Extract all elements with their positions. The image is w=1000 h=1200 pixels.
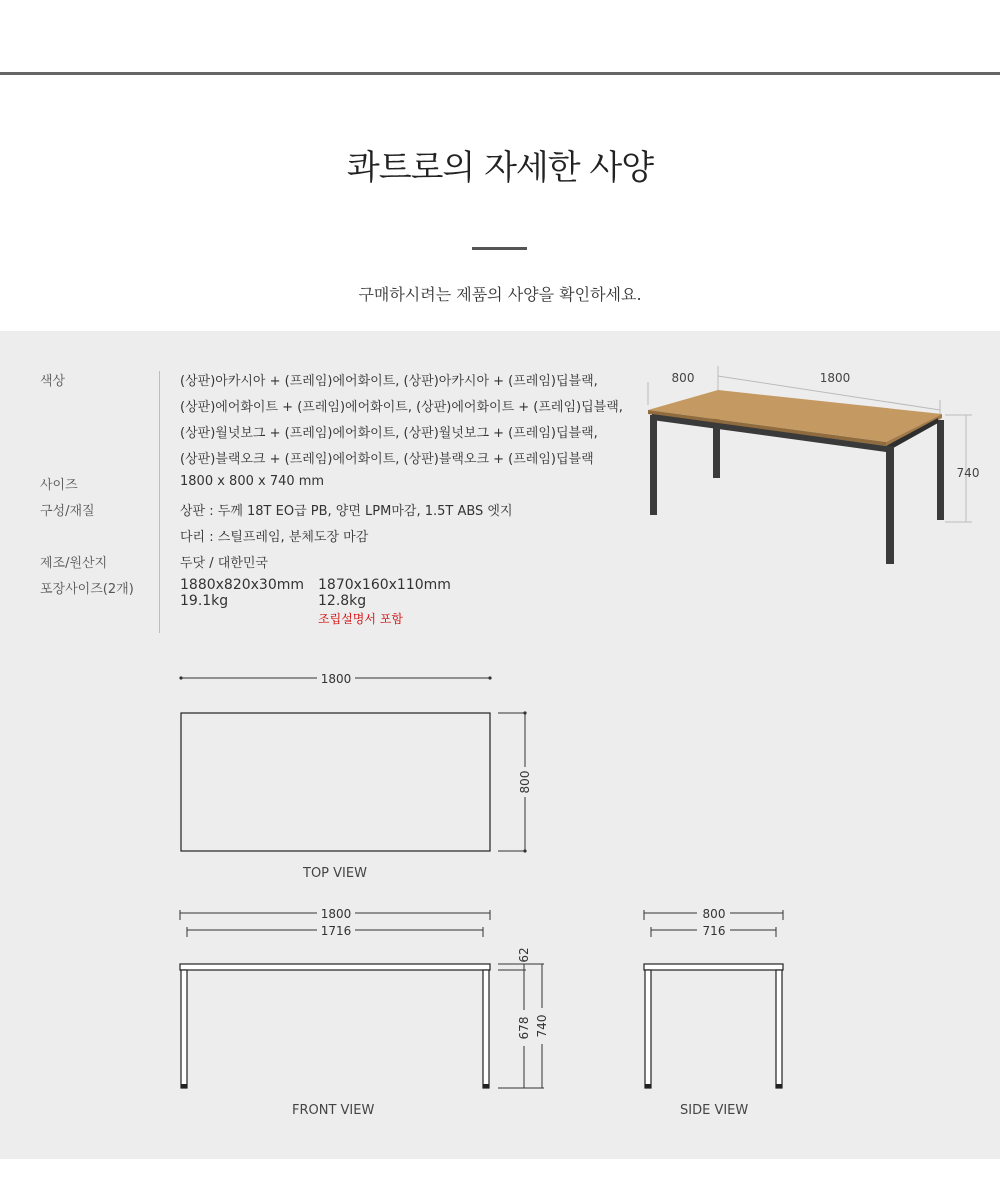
origin-value: 두닷 / 대한민국 xyxy=(180,556,268,571)
size-label: 사이즈 xyxy=(40,478,78,493)
package-box2-weight: 12.8kg xyxy=(318,593,367,609)
color-line-4: (상판)블랙오크 + (프레임)에어화이트, (상판)블랙오크 + (프레임)딥블랙 xyxy=(180,452,594,467)
front-view-apron-label: 62 xyxy=(517,947,531,963)
color-line-1: (상판)아카시아 + (프레임)에어화이트, (상판)아카시아 + (프레임)딥블랙, xyxy=(180,374,598,389)
title-underline xyxy=(472,247,527,250)
package-box1-weight: 19.1kg xyxy=(180,593,229,609)
color-line-2: (상판)에어화이트 + (프레임)에어화이트, (상판)에어화이트 + (프레임)딥블랙, xyxy=(180,400,623,415)
front-view-leg-label: 678 xyxy=(517,1016,531,1040)
material-line-2: 다리 : 스틸프레임, 분체도장 마감 xyxy=(180,530,369,545)
spec-divider xyxy=(159,371,160,633)
perspective-width-label: 1800 xyxy=(819,371,851,385)
perspective-depth-label: 800 xyxy=(671,371,695,385)
package-label: 포장사이즈(2개) xyxy=(40,582,134,597)
origin-label: 제조/원산지 xyxy=(40,556,108,571)
top-divider xyxy=(0,72,1000,75)
top-view-depth-label: 800 xyxy=(518,770,532,794)
size-value: 1800 x 800 x 740 mm xyxy=(180,474,325,489)
package-box2-dims: 1870x160x110mm xyxy=(318,577,451,593)
page-title: 콰트로의 자세한 사양 xyxy=(346,148,654,188)
front-view-height-label: 740 xyxy=(535,1014,549,1038)
side-view-label: SIDE VIEW xyxy=(680,1103,749,1118)
table-perspective-illustration xyxy=(640,360,1000,570)
page-subtitle: 구매하시려는 제품의 사양을 확인하세요. xyxy=(358,285,642,304)
front-view-label: FRONT VIEW xyxy=(292,1103,375,1118)
material-label: 구성/재질 xyxy=(40,504,95,519)
material-line-1: 상판 : 두께 18T EO급 PB, 양면 LPM마감, 1.5T ABS 엣지 xyxy=(180,504,513,519)
color-line-3: (상판)월넛보그 + (프레임)에어화이트, (상판)월넛보그 + (프레임)딥블랙, xyxy=(180,426,598,441)
side-view-depth-label: 800 xyxy=(702,907,726,921)
side-view-inner-depth-label: 716 xyxy=(702,924,726,938)
perspective-height-label: 740 xyxy=(956,466,980,480)
top-view-drawing xyxy=(160,660,560,860)
package-box1-dims: 1880x820x30mm xyxy=(180,577,305,593)
front-view-drawing xyxy=(160,900,560,1100)
front-view-inner-width-label: 1716 xyxy=(320,924,352,938)
top-view-label: TOP VIEW xyxy=(303,866,367,881)
side-view-drawing xyxy=(630,900,810,1100)
color-label: 색상 xyxy=(40,374,66,389)
top-view-width-label: 1800 xyxy=(320,672,352,686)
front-view-width-label: 1800 xyxy=(320,907,352,921)
assembly-note: 조립설명서 포함 xyxy=(318,612,403,626)
